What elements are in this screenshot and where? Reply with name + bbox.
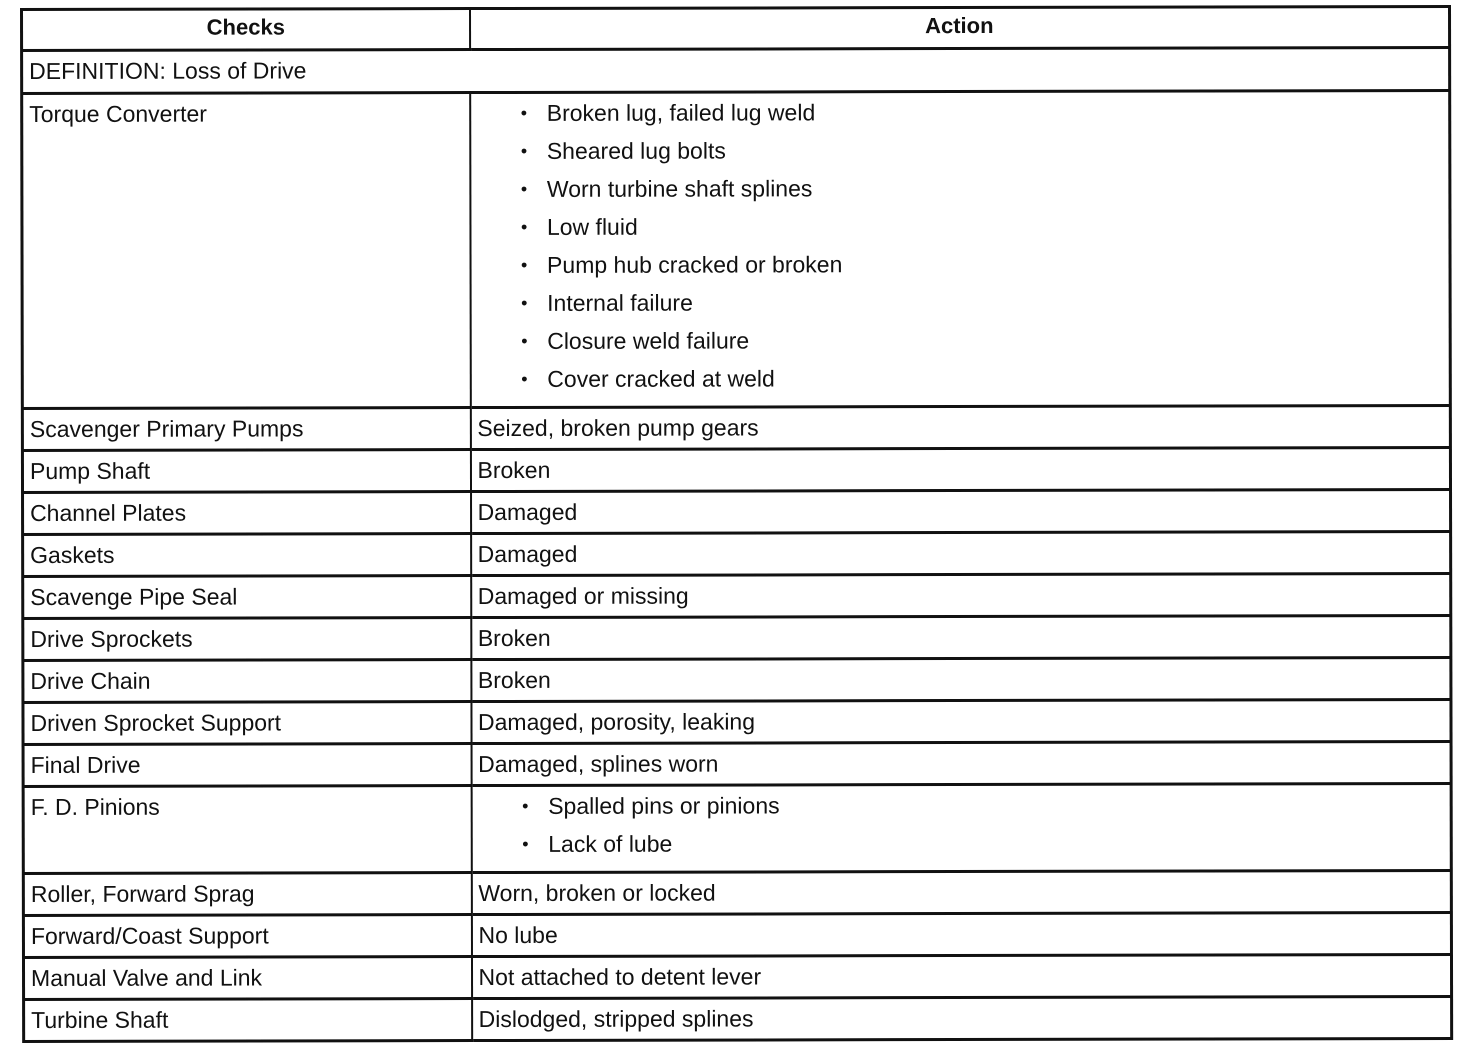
action-item: • Worn turbine shaft splines — [517, 172, 1443, 212]
table-row — [22, 406, 1450, 451]
table-row — [23, 742, 1451, 787]
check-cell: Driven Sprocket Support — [23, 702, 471, 745]
table-row — [23, 871, 1451, 916]
check-cell: Scavenger Primary Pumps — [22, 408, 470, 451]
action-cell: Dislodged, stripped splines — [472, 997, 1452, 1041]
check-cell: F. D. Pinions — [23, 786, 471, 874]
bullet-icon: • — [520, 140, 528, 161]
definition-cell: DEFINITION: Loss of Drive — [22, 48, 1450, 94]
checks-header: Checks — [22, 9, 470, 51]
action-item: • Broken lug, failed lug weld — [517, 96, 1443, 136]
action-item: • Lack of lube — [518, 827, 1444, 867]
action-cell: Not attached to detent lever — [471, 955, 1451, 999]
action-cell: No lube — [471, 913, 1451, 957]
bullet-icon: • — [520, 216, 528, 237]
action-item: • Low fluid — [517, 210, 1443, 250]
table-row — [23, 955, 1451, 1000]
header-row — [22, 7, 1450, 51]
action-item: • Cover cracked at weld — [517, 362, 1443, 402]
check-cell: Final Drive — [23, 744, 471, 787]
table-row — [22, 448, 1450, 493]
action-cell: Damaged, porosity, leaking — [471, 700, 1451, 744]
bullet-icon: • — [520, 102, 528, 123]
check-cell: Channel Plates — [23, 492, 471, 535]
check-cell: Manual Valve and Link — [23, 957, 471, 1000]
action-list — [477, 96, 1443, 402]
diagnosis-table — [20, 5, 1453, 1043]
action-item: • Internal failure — [517, 286, 1443, 326]
check-cell: Drive Chain — [23, 660, 471, 703]
action-list — [478, 789, 1444, 867]
bullet-icon: • — [522, 833, 529, 854]
action-item: • Sheared lug bolts — [517, 134, 1443, 174]
table-row — [23, 784, 1451, 874]
action-cell — [471, 784, 1451, 873]
action-cell: Damaged — [471, 490, 1451, 534]
check-cell: Forward/Coast Support — [23, 915, 471, 958]
check-cell: Roller, Forward Sprag — [23, 873, 471, 916]
bullet-icon: • — [522, 795, 529, 816]
check-cell: Scavenge Pipe Seal — [23, 576, 471, 619]
action-cell: Seized, broken pump gears — [470, 406, 1450, 450]
bullet-icon: • — [521, 330, 528, 351]
table-row — [23, 658, 1451, 703]
check-cell: Drive Sprockets — [23, 618, 471, 661]
action-cell: Broken — [471, 616, 1451, 660]
table-row — [22, 91, 1451, 409]
check-cell: Torque Converter — [22, 93, 471, 409]
check-cell: Pump Shaft — [22, 450, 470, 493]
bullet-icon: • — [521, 368, 528, 389]
document-page — [20, 5, 1450, 1043]
table-row — [23, 490, 1451, 535]
action-cell: Damaged — [471, 532, 1451, 576]
action-cell: Broken — [471, 658, 1451, 702]
check-cell: Gaskets — [23, 534, 471, 577]
table-row — [23, 532, 1451, 577]
action-header: Action — [470, 7, 1450, 50]
table-row — [24, 997, 1452, 1042]
bullet-icon: • — [521, 292, 528, 313]
action-cell: Damaged or missing — [471, 574, 1451, 618]
action-item: • Pump hub cracked or broken — [517, 248, 1443, 288]
table-row — [23, 700, 1451, 745]
action-item: • Closure weld failure — [517, 324, 1443, 364]
table-row — [23, 574, 1451, 619]
action-cell: Worn, broken or locked — [471, 871, 1451, 915]
action-cell: Broken — [470, 448, 1450, 492]
check-cell: Turbine Shaft — [24, 999, 472, 1042]
bullet-icon: • — [520, 178, 528, 199]
table-row — [23, 913, 1451, 958]
table-row — [23, 616, 1451, 661]
bullet-icon: • — [521, 254, 528, 275]
action-cell — [470, 91, 1451, 408]
action-cell: Damaged, splines worn — [471, 742, 1451, 786]
action-item: • Spalled pins or pinions — [518, 789, 1444, 829]
definition-row — [22, 48, 1450, 94]
